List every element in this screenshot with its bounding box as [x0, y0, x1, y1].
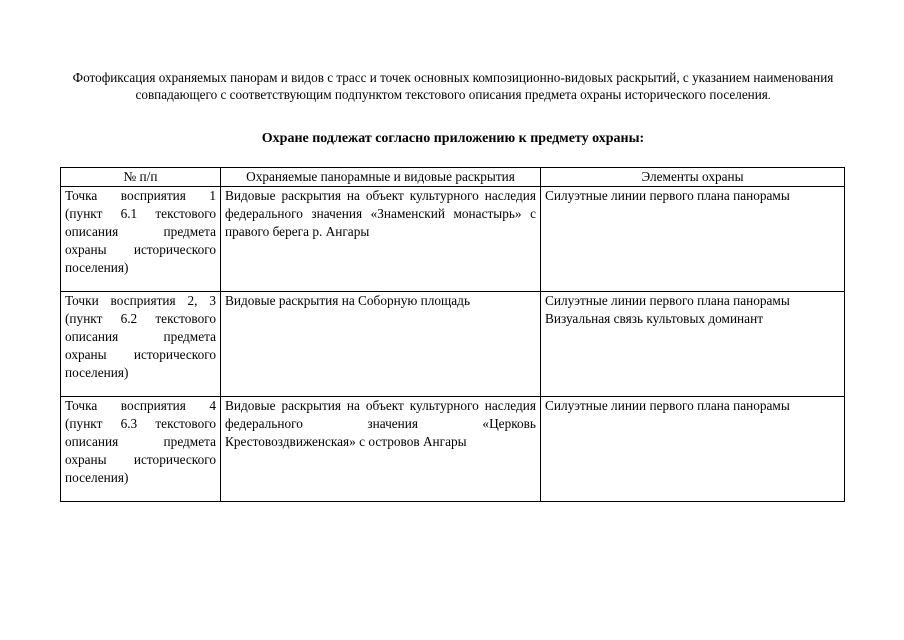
cell-view: Видовые раскрытия на Соборную площадь [221, 292, 541, 397]
cell-view: Видовые раскрытия на объект культурного наследия федерального значения «Знаменский монастырь» с правого берега р. Ангары [221, 187, 541, 292]
cell-view: Видовые раскрытия на объект культурного наследия федерального значения «Церковь Крестовоздвиженская» с островов Ангары [221, 397, 541, 502]
protection-table [60, 167, 845, 502]
header-views: Охраняемые панорамные и видовые раскрытия [221, 168, 541, 187]
section-heading: Охране подлежат согласно приложению к предмету охраны: [261, 131, 645, 146]
element-item: Силуэтные линии первого плана панорамы [545, 188, 790, 203]
element-item: Силуэтные линии первого плана панорамы [545, 293, 790, 308]
intro-paragraph [62, 69, 844, 105]
cell-point: Точка восприятия 4 (пункт 6.3 текстового описания предмета охраны исторического поселения) [61, 397, 221, 502]
cell-elements [541, 292, 845, 397]
cell-elements [541, 397, 845, 502]
cell-elements [541, 187, 845, 292]
intro-trailing-period: . [767, 91, 771, 102]
table-header-row [61, 168, 845, 187]
cell-point: Точки восприятия 2, 3 (пункт 6.2 текстового описания предмета охраны исторического поселения) [61, 292, 221, 397]
table-row [61, 397, 845, 502]
element-item: Силуэтные линии первого плана панорамы [545, 398, 790, 413]
cell-point: Точка восприятия 1 (пункт 6.1 текстового описания предмета охраны исторического поселения) [61, 187, 221, 292]
intro-text: Фотофиксация охраняемых панорам и видов с трасс и точек основных композиционно-видовых раскрытий, с указанием наименования совпадающего с соответствующим подпунктом текстового описания предмета охраны исторического поселения [72, 70, 834, 102]
table-row [61, 292, 845, 397]
header-elements: Элементы охраны [541, 168, 845, 187]
table-row [61, 187, 845, 292]
element-item: Визуальная связь культовых доминант [545, 311, 764, 326]
header-number: № п/п [61, 168, 221, 187]
